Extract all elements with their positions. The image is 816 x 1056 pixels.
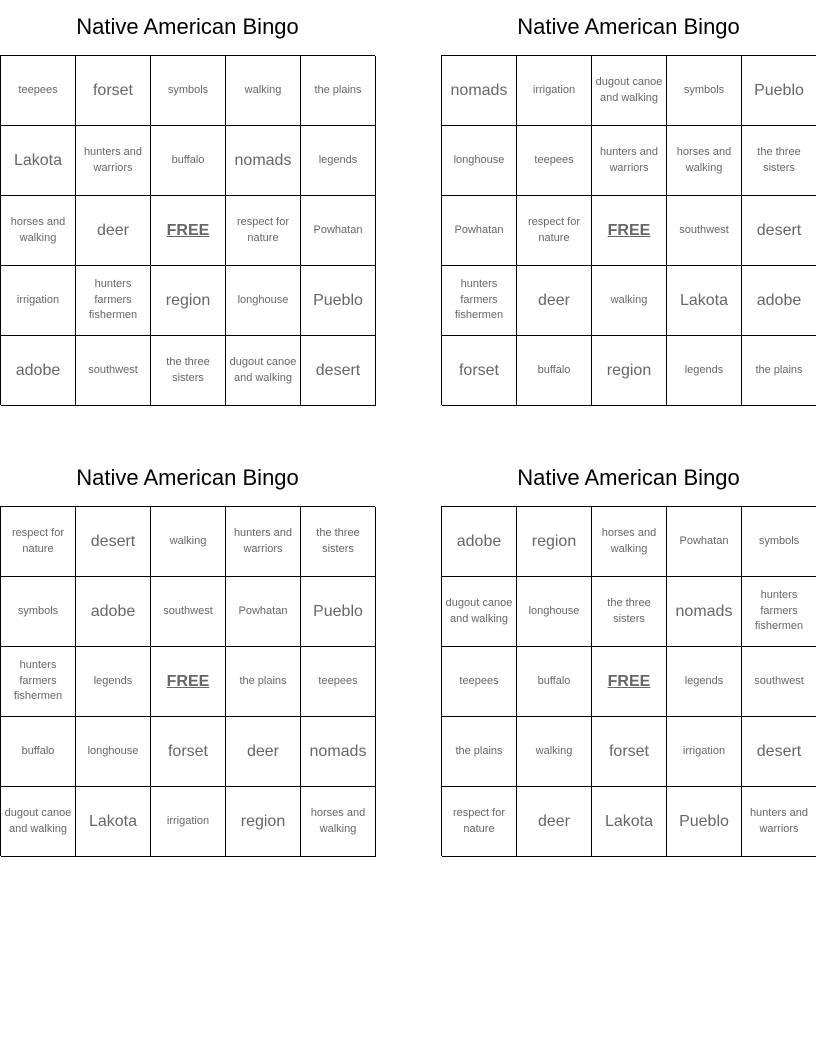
bingo-cell: adobe bbox=[1, 336, 76, 406]
card-title: Native American Bingo bbox=[76, 465, 299, 490]
bingo-cell: legends bbox=[301, 126, 376, 196]
bingo-cell: dugout canoe and walking bbox=[442, 577, 517, 647]
bingo-cell: hunters farmers fishermen bbox=[1, 647, 76, 717]
bingo-cell: dugout canoe and walking bbox=[226, 336, 301, 406]
bingo-cell: Powhatan bbox=[667, 507, 742, 577]
bingo-cell: desert bbox=[76, 507, 151, 577]
bingo-cell: walking bbox=[151, 507, 226, 577]
bingo-cell: Powhatan bbox=[301, 196, 376, 266]
bingo-cell: Pueblo bbox=[667, 787, 742, 857]
bingo-cell: nomads bbox=[301, 717, 376, 787]
bingo-cell: the plains bbox=[442, 717, 517, 787]
bingo-cell: hunters and warriors bbox=[592, 126, 667, 196]
bingo-cell: forset bbox=[442, 336, 517, 406]
bingo-cell: Pueblo bbox=[301, 577, 376, 647]
bingo-cell: region bbox=[592, 336, 667, 406]
bingo-cell: teepees bbox=[442, 647, 517, 717]
bingo-cell: the plains bbox=[301, 56, 376, 126]
bingo-cell: irrigation bbox=[517, 56, 592, 126]
bingo-cell: walking bbox=[592, 266, 667, 336]
bingo-card bbox=[0, 10, 375, 405]
bingo-cell: Pueblo bbox=[742, 56, 816, 126]
bingo-cell: the three sisters bbox=[742, 126, 816, 196]
bingo-cell: Lakota bbox=[667, 266, 742, 336]
bingo-card bbox=[441, 461, 816, 856]
bingo-cell: nomads bbox=[667, 577, 742, 647]
bingo-cell: deer bbox=[226, 717, 301, 787]
bingo-cell: forset bbox=[592, 717, 667, 787]
bingo-cell: southwest bbox=[151, 577, 226, 647]
bingo-cell: longhouse bbox=[76, 717, 151, 787]
bingo-cell: region bbox=[226, 787, 301, 857]
bingo-cell: southwest bbox=[667, 196, 742, 266]
bingo-cell: desert bbox=[742, 196, 816, 266]
bingo-cell: southwest bbox=[76, 336, 151, 406]
bingo-cell: teepees bbox=[1, 56, 76, 126]
bingo-cell: respect for nature bbox=[1, 507, 76, 577]
bingo-cell: forset bbox=[151, 717, 226, 787]
bingo-cell: symbols bbox=[667, 56, 742, 126]
bingo-grid bbox=[441, 55, 816, 405]
bingo-cell: symbols bbox=[1, 577, 76, 647]
bingo-cell: forset bbox=[76, 56, 151, 126]
bingo-cell: horses and walking bbox=[592, 507, 667, 577]
bingo-cell: buffalo bbox=[517, 336, 592, 406]
bingo-cell: hunters and warriors bbox=[226, 507, 301, 577]
bingo-cell: Lakota bbox=[76, 787, 151, 857]
free-space-cell: FREE bbox=[592, 196, 667, 266]
bingo-cell: buffalo bbox=[1, 717, 76, 787]
bingo-cell: longhouse bbox=[517, 577, 592, 647]
bingo-cell: deer bbox=[76, 196, 151, 266]
bingo-cell: buffalo bbox=[517, 647, 592, 717]
bingo-cell: desert bbox=[742, 717, 816, 787]
bingo-cell: the plains bbox=[742, 336, 816, 406]
bingo-grid bbox=[0, 506, 375, 856]
bingo-cell: irrigation bbox=[667, 717, 742, 787]
bingo-cell: hunters farmers fishermen bbox=[742, 577, 816, 647]
bingo-cell: walking bbox=[517, 717, 592, 787]
bingo-cell: region bbox=[517, 507, 592, 577]
bingo-cell: horses and walking bbox=[1, 196, 76, 266]
free-space-cell: FREE bbox=[151, 647, 226, 717]
bingo-cell: region bbox=[151, 266, 226, 336]
bingo-cell: symbols bbox=[151, 56, 226, 126]
bingo-cell: nomads bbox=[226, 126, 301, 196]
bingo-cell: adobe bbox=[76, 577, 151, 647]
bingo-cell: hunters and warriors bbox=[742, 787, 816, 857]
bingo-cell: hunters farmers fishermen bbox=[76, 266, 151, 336]
bingo-cell: adobe bbox=[442, 507, 517, 577]
bingo-cell: Lakota bbox=[1, 126, 76, 196]
bingo-grid bbox=[441, 506, 816, 856]
bingo-grid bbox=[0, 55, 375, 405]
bingo-card bbox=[0, 461, 375, 856]
bingo-cell: deer bbox=[517, 787, 592, 857]
free-space-cell: FREE bbox=[592, 647, 667, 717]
bingo-cell: hunters farmers fishermen bbox=[442, 266, 517, 336]
bingo-cell: irrigation bbox=[1, 266, 76, 336]
bingo-cell: the three sisters bbox=[592, 577, 667, 647]
bingo-cell: longhouse bbox=[226, 266, 301, 336]
bingo-cell: horses and walking bbox=[667, 126, 742, 196]
bingo-cell: horses and walking bbox=[301, 787, 376, 857]
bingo-cell: symbols bbox=[742, 507, 816, 577]
bingo-cell: hunters and warriors bbox=[76, 126, 151, 196]
bingo-cell: respect for nature bbox=[442, 787, 517, 857]
bingo-cell: teepees bbox=[301, 647, 376, 717]
bingo-cell: legends bbox=[667, 336, 742, 406]
bingo-cell: buffalo bbox=[151, 126, 226, 196]
bingo-cell: dugout canoe and walking bbox=[592, 56, 667, 126]
bingo-cell: respect for nature bbox=[517, 196, 592, 266]
bingo-cell: adobe bbox=[742, 266, 816, 336]
card-title: Native American Bingo bbox=[517, 14, 740, 39]
bingo-card bbox=[441, 10, 816, 405]
bingo-cell: Pueblo bbox=[301, 266, 376, 336]
bingo-cell: nomads bbox=[442, 56, 517, 126]
bingo-cell: Powhatan bbox=[442, 196, 517, 266]
bingo-cell: the three sisters bbox=[151, 336, 226, 406]
bingo-cell: Lakota bbox=[592, 787, 667, 857]
bingo-cell: the three sisters bbox=[301, 507, 376, 577]
bingo-cell: teepees bbox=[517, 126, 592, 196]
free-space-cell: FREE bbox=[151, 196, 226, 266]
bingo-cell: desert bbox=[301, 336, 376, 406]
bingo-cell: legends bbox=[667, 647, 742, 717]
bingo-cell: southwest bbox=[742, 647, 816, 717]
bingo-cell: Powhatan bbox=[226, 577, 301, 647]
card-title: Native American Bingo bbox=[76, 14, 299, 39]
bingo-cell: walking bbox=[226, 56, 301, 126]
bingo-cell: dugout canoe and walking bbox=[1, 787, 76, 857]
card-title: Native American Bingo bbox=[517, 465, 740, 490]
bingo-cell: legends bbox=[76, 647, 151, 717]
bingo-cell: respect for nature bbox=[226, 196, 301, 266]
bingo-cell: longhouse bbox=[442, 126, 517, 196]
bingo-cell: irrigation bbox=[151, 787, 226, 857]
bingo-cell: the plains bbox=[226, 647, 301, 717]
bingo-cell: deer bbox=[517, 266, 592, 336]
